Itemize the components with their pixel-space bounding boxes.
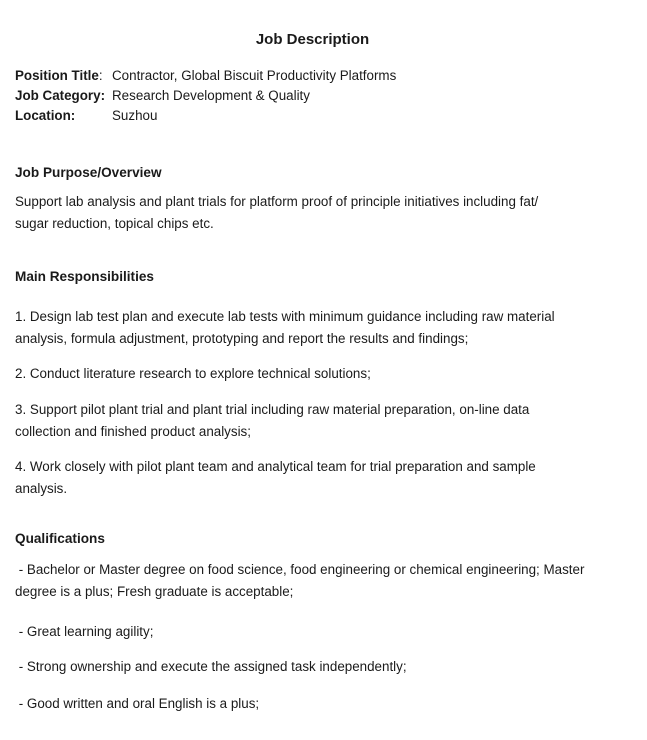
paragraph-line: - Bachelor or Master degree on food science, food engineering or chemical engineering; Master [15, 562, 585, 577]
colon: : [100, 88, 106, 103]
meta-row-position-title [15, 66, 632, 86]
paragraph-line: degree is a plus; Fresh graduate is acceptable; [15, 584, 294, 599]
colon: : [70, 108, 76, 123]
responsibility-item-1 [15, 306, 632, 350]
qualification-item-3 [15, 656, 632, 678]
colon: : [98, 68, 103, 83]
paragraph-line: collection and finished product analysis; [15, 424, 251, 439]
paragraph-line: 3. Support pilot plant trial and plant trial including raw material preparation, on-line data [15, 402, 530, 417]
section-heading-job-purpose-overview: Job Purpose/Overview [15, 165, 162, 180]
meta-row-location [15, 106, 632, 126]
paragraph-line: - Strong ownership and execute the assigned task independently; [15, 659, 407, 674]
meta-label-location: Location: [15, 108, 76, 123]
paragraph-line: analysis. [15, 481, 68, 496]
qualification-item-4 [15, 693, 632, 715]
qualification-item-1 [15, 559, 632, 603]
paragraph-line: 1. Design lab test plan and execute lab tests with minimum guidance including raw material [15, 309, 555, 324]
paragraph-line: - Great learning agility; [15, 624, 154, 639]
responsibility-item-2 [15, 363, 632, 385]
paragraph-line: sugar reduction, topical chips etc. [15, 216, 214, 231]
meta-block [15, 66, 632, 126]
paragraph-line: - Good written and oral English is a plus; [15, 696, 260, 711]
responsibility-item-4 [15, 456, 632, 500]
section-heading-main-responsibilities: Main Responsibilities [15, 269, 154, 284]
paragraph-line: 4. Work closely with pilot plant team and analytical team for trial preparation and sample [15, 459, 536, 474]
meta-value-job-category: Research Development & Quality [112, 88, 310, 103]
paragraph-line: 2. Conduct literature research to explore technical solutions; [15, 366, 371, 381]
meta-value-location: Suzhou [112, 108, 158, 123]
meta-label-position-title: Position Title: [15, 68, 103, 83]
meta-label-job-category: Job Category: [15, 88, 106, 103]
meta-row-job-category [15, 86, 632, 106]
paragraph-line: analysis, formula adjustment, prototyping and report the results and findings; [15, 331, 469, 346]
paragraph-line: Support lab analysis and plant trials for platform proof of principle initiatives including fat/ [15, 194, 539, 209]
meta-value-position-title: Contractor, Global Biscuit Productivity Platforms [112, 68, 397, 83]
document-title: Job Description [255, 31, 370, 48]
paragraph-job-purpose [15, 191, 632, 235]
section-heading-qualifications: Qualifications [15, 531, 105, 546]
qualification-item-2 [15, 621, 632, 643]
responsibility-item-3 [15, 399, 632, 443]
